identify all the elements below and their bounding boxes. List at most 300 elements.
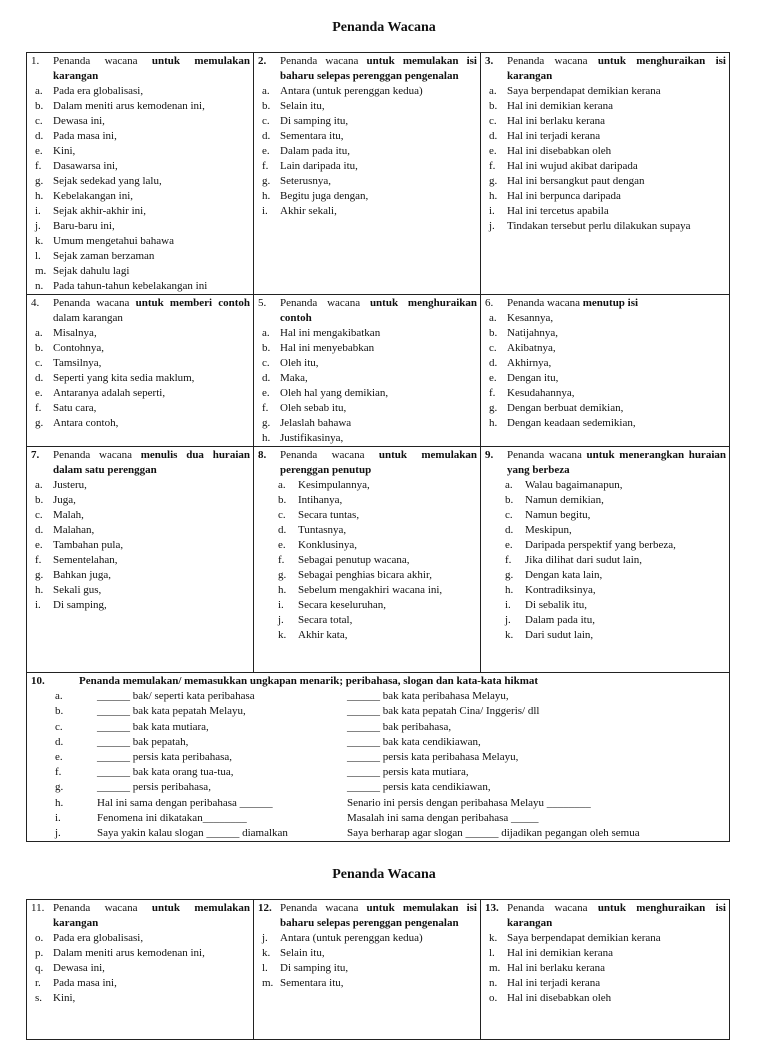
item-text: Dalam meniti arus kemodenan ini, (53, 947, 205, 959)
list-item (258, 568, 477, 583)
item-letter: a. (489, 312, 497, 324)
section-header (31, 296, 250, 326)
list-item (258, 493, 477, 508)
item-text: Contohnya, (53, 342, 105, 354)
item-letter: b. (505, 494, 514, 506)
list-item (485, 508, 726, 523)
item-text: Kini, (53, 992, 76, 1004)
item-text: Hal ini berlaku kerana (507, 962, 606, 974)
item-text: Kini, (53, 145, 76, 157)
item-letter: i. (278, 599, 284, 611)
item-letter: c. (489, 342, 497, 354)
item-text: Umum mengetahui bahawa (53, 235, 174, 247)
item-letter: b. (35, 100, 44, 112)
list-item (485, 386, 726, 401)
list-item (258, 961, 477, 976)
list-item (485, 84, 726, 99)
section-heading (507, 296, 726, 311)
item-text: Justeru, (53, 479, 87, 491)
item-letter: h. (505, 584, 514, 596)
table-penanda-wacana (26, 52, 730, 842)
item-text: Kesannya, (507, 312, 554, 324)
item-letter: a. (35, 85, 43, 97)
list-item (258, 99, 477, 114)
section-number: 6. (485, 297, 494, 309)
list-item (31, 84, 250, 99)
section-number: 7. (31, 449, 40, 461)
item-letter: f. (35, 554, 42, 566)
item-text: Di samping, (53, 599, 107, 611)
item-text: Hal ini demikian kerana (507, 947, 613, 959)
list-item (31, 189, 250, 204)
item-text: Di samping itu, (280, 962, 349, 974)
item-text: Hal ini terjadi kerana (507, 977, 601, 989)
item-text: Dari sudut lain, (525, 629, 594, 641)
item-text: Dalam pada itu, (280, 145, 350, 157)
item-letter: l. (35, 250, 41, 262)
item-letter: d. (35, 372, 44, 384)
list-item (258, 356, 477, 371)
heading-lead: Penanda wacana (507, 902, 598, 914)
item-text: Hal ini demikian kerana (507, 100, 613, 112)
item-text: Sejak akhir-akhir ini, (53, 205, 146, 217)
item-text-left: ______ bak/ seperti kata peribahasa (97, 690, 255, 703)
quote-row (31, 765, 725, 780)
heading-emphasis: untuk memberi contoh (135, 297, 250, 309)
item-letter: o. (489, 992, 498, 1004)
item-letter: j. (505, 614, 511, 626)
item-text: Tamsilnya, (53, 357, 102, 369)
item-letter: f. (278, 554, 285, 566)
list-item (485, 174, 726, 189)
quote-row (31, 720, 725, 735)
list-item (258, 174, 477, 189)
section-heading: Penanda memulakan/ memasukkan ungkapan menarik; peribahasa, slogan dan kata-kata hikmat (79, 675, 539, 687)
heading-lead: Penanda wacana (53, 902, 152, 914)
item-text: Malahan, (53, 524, 95, 536)
item-text: Secara total, (298, 614, 353, 626)
list-item (485, 478, 726, 493)
item-text: Malah, (53, 509, 84, 521)
item-text-right: ______ bak kata cendikiawan, (347, 735, 481, 748)
list-item (485, 159, 726, 174)
item-letter: c. (35, 357, 43, 369)
item-letter: a. (278, 479, 286, 491)
item-text: Hal ini tercetus apabila (507, 205, 609, 217)
list-item (485, 129, 726, 144)
item-letter: h. (489, 417, 498, 429)
item-letter: j. (35, 220, 41, 232)
section-heading (507, 54, 726, 84)
item-text: Kesimpulannya, (298, 479, 370, 491)
section-cell (254, 295, 481, 447)
quote-row (31, 796, 725, 811)
heading-emphasis: menutup isi (582, 297, 639, 309)
item-letter: m. (489, 962, 501, 974)
quote-row (31, 735, 725, 750)
item-text: Dalam pada itu, (525, 614, 595, 626)
list-item (31, 523, 250, 538)
item-text: Jelaslah bahawa (280, 417, 352, 429)
item-letter: m. (262, 977, 274, 989)
list-item (485, 144, 726, 159)
item-letter: i. (505, 599, 511, 611)
list-item (485, 931, 726, 946)
section-header (258, 296, 477, 326)
heading-tail: dalam karangan (53, 312, 123, 324)
item-text: Oleh hal yang demikian, (280, 387, 389, 399)
item-text: Kebelakangan ini, (53, 190, 134, 202)
list-item (485, 326, 726, 341)
section-heading (507, 901, 726, 931)
item-text: Secara keseluruhan, (298, 599, 386, 611)
item-letter: d. (55, 735, 64, 748)
item-letter: d. (489, 357, 498, 369)
quote-row (31, 689, 725, 704)
item-letter: p. (35, 947, 44, 959)
list-item (31, 508, 250, 523)
list-item (258, 538, 477, 553)
list-item (258, 416, 477, 431)
item-letter: b. (35, 494, 44, 506)
item-letter: f. (35, 160, 42, 172)
list-item (485, 99, 726, 114)
item-text: Oleh sebab itu, (280, 402, 347, 414)
heading-emphasis: menulis dua huraian dalam satu perenggan (53, 449, 250, 476)
item-letter: a. (262, 327, 270, 339)
list-item (31, 174, 250, 189)
item-letter: h. (262, 432, 271, 444)
section-header (31, 901, 250, 931)
item-text-left: ______ bak kata mutiara, (97, 720, 209, 733)
quote-row (31, 826, 725, 841)
section-number: 9. (485, 449, 494, 461)
list-item (485, 553, 726, 568)
item-letter: a. (55, 690, 63, 703)
section-cell (254, 900, 481, 1040)
quote-row (31, 704, 725, 719)
section-heading (53, 296, 250, 326)
item-letter: e. (35, 539, 43, 551)
item-text: Sejak dahulu lagi (53, 265, 130, 277)
list-item (258, 523, 477, 538)
item-text: Walau bagaimanapun, (525, 479, 623, 491)
item-letter: f. (262, 402, 269, 414)
heading-emphasis: untuk memulakan karangan (53, 902, 250, 929)
item-letter: a. (489, 85, 497, 97)
item-letter: l. (262, 962, 268, 974)
section-number: 1. (31, 55, 40, 67)
list-item (258, 204, 477, 219)
list-item (485, 204, 726, 219)
list-item (31, 356, 250, 371)
item-letter: f. (489, 160, 496, 172)
item-letter: g. (35, 175, 44, 187)
item-text-left: ______ bak pepatah, (97, 735, 189, 748)
heading-lead: Penanda wacana (53, 449, 141, 461)
item-text: Hal ini berpunca daripada (507, 190, 621, 202)
list-item (31, 279, 250, 294)
item-letter: i. (55, 811, 61, 824)
section-heading (53, 901, 250, 931)
item-letter: k. (35, 235, 44, 247)
heading-lead: Penanda wacana (507, 55, 598, 67)
heading-emphasis: untuk memulakan isi baharu selepas perenggan pengenalan (280, 902, 477, 929)
item-text-right: Senario ini persis dengan peribahasa Melayu ________ (347, 796, 591, 809)
item-letter: g. (262, 175, 271, 187)
item-text-left: ______ persis peribahasa, (97, 781, 211, 794)
item-text: Justifikasinya, (280, 432, 344, 444)
list-item (485, 946, 726, 961)
heading-emphasis: untuk menerangkan huraian yang berbeza (507, 449, 726, 476)
item-text: Daripada perspektif yang berbeza, (525, 539, 676, 551)
item-text: Pada tahun-tahun kebelakangan ini (53, 280, 208, 292)
item-letter: g. (35, 569, 44, 581)
item-letter: k. (262, 947, 271, 959)
item-letter: e. (489, 145, 497, 157)
item-letter: g. (489, 175, 498, 187)
item-letter: f. (489, 387, 496, 399)
item-letter: c. (262, 357, 270, 369)
item-text: Sejak zaman berzaman (53, 250, 155, 262)
list-item (31, 991, 250, 1006)
list-item (485, 356, 726, 371)
list-item (485, 991, 726, 1006)
section-number: 11. (31, 902, 45, 914)
list-item (258, 371, 477, 386)
item-letter: i. (35, 599, 41, 611)
heading-lead: Penanda wacana (280, 297, 370, 309)
list-item (258, 946, 477, 961)
list-item (31, 341, 250, 356)
item-text-left: ______ bak kata orang tua-tua, (97, 766, 234, 779)
list-item (485, 114, 726, 129)
item-text: Dewasa ini, (53, 115, 105, 127)
item-letter: c. (35, 509, 43, 521)
item-letter: f. (505, 554, 512, 566)
item-letter: b. (489, 100, 498, 112)
item-text: Misalnya, (53, 327, 97, 339)
heading-emphasis: untuk memulakan perenggan penutup (280, 449, 477, 476)
item-text: Namun demikian, (525, 494, 604, 506)
item-text: Antara (untuk perenggan kedua) (280, 932, 423, 944)
item-text-right: ______ persis kata mutiara, (347, 766, 469, 779)
item-text: Hal ini mengakibatkan (280, 327, 381, 339)
heading-emphasis: untuk memulakan karangan (53, 55, 250, 82)
item-letter: a. (262, 85, 270, 97)
item-letter: n. (489, 977, 498, 989)
list-item (485, 598, 726, 613)
list-item (31, 583, 250, 598)
item-letter: e. (55, 751, 63, 764)
item-letter: c. (55, 720, 63, 733)
item-letter: c. (489, 115, 497, 127)
item-text: Antara (untuk perenggan kedua) (280, 85, 423, 97)
item-text-left: Saya yakin kalau slogan ______ diamalkan (97, 827, 288, 840)
item-text: Saya berpendapat demikian kerana (507, 85, 661, 97)
list-item (258, 598, 477, 613)
list-item (485, 341, 726, 356)
item-text: Selain itu, (280, 100, 325, 112)
section-cell (481, 447, 730, 673)
item-letter: d. (489, 130, 498, 142)
item-letter: e. (262, 387, 270, 399)
item-letter: e. (262, 145, 270, 157)
item-text: Jika dilihat dari sudut lain, (525, 554, 643, 566)
item-text: Sebelum mengakhiri wacana ini, (298, 584, 443, 596)
list-item (258, 478, 477, 493)
item-letter: o. (35, 932, 44, 944)
heading-lead: Penanda wacana (280, 902, 367, 914)
table-penanda-wacana-2 (26, 899, 730, 1040)
list-item (258, 931, 477, 946)
item-letter: c. (35, 115, 43, 127)
item-letter: a. (35, 327, 43, 339)
item-letter: b. (278, 494, 287, 506)
list-item (258, 508, 477, 523)
item-letter: e. (278, 539, 286, 551)
item-letter: d. (505, 524, 514, 536)
item-letter: b. (262, 342, 271, 354)
item-letter: m. (35, 265, 47, 277)
item-text: Dewasa ini, (53, 962, 105, 974)
list-item (31, 598, 250, 613)
list-item (31, 204, 250, 219)
list-item (258, 189, 477, 204)
item-letter: g. (505, 569, 514, 581)
list-item (485, 311, 726, 326)
item-letter: k. (505, 629, 514, 641)
item-letter: j. (489, 220, 495, 232)
item-text: Hal ini terjadi kerana (507, 130, 601, 142)
item-text-right: ______ persis kata peribahasa Melayu, (347, 751, 519, 764)
section-heading (280, 901, 477, 931)
item-text: Akhir sekali, (280, 205, 337, 217)
section-cell (481, 295, 730, 447)
item-letter: b. (55, 705, 64, 718)
list-item (485, 401, 726, 416)
section-header (258, 901, 477, 931)
item-text: Akhirnya, (507, 357, 552, 369)
list-item (258, 401, 477, 416)
list-item (485, 219, 726, 234)
section-header (258, 54, 477, 84)
heading-lead: Penanda wacana (53, 55, 152, 67)
item-text: Hal ini disebabkan oleh (507, 145, 612, 157)
section-heading (507, 448, 726, 478)
item-letter: g. (278, 569, 287, 581)
item-text: Konklusinya, (298, 539, 357, 551)
item-text: Sekali gus, (53, 584, 102, 596)
section-number: 13. (485, 902, 499, 914)
item-letter: q. (35, 962, 44, 974)
item-text: Maka, (280, 372, 308, 384)
item-letter: k. (489, 932, 498, 944)
item-text: Juga, (53, 494, 76, 506)
section-cell (254, 447, 481, 673)
item-text: Akhir kata, (298, 629, 348, 641)
item-text-left: ______ persis kata peribahasa, (97, 751, 233, 764)
item-text: Meskipun, (525, 524, 572, 536)
item-text: Secara tuntas, (298, 509, 360, 521)
item-text: Sementelahan, (53, 554, 118, 566)
list-item (31, 493, 250, 508)
item-text: Sementara itu, (280, 977, 344, 989)
section-header (485, 901, 726, 931)
section-heading (53, 54, 250, 84)
item-text: Di samping itu, (280, 115, 349, 127)
item-text: Selain itu, (280, 947, 325, 959)
list-item (31, 99, 250, 114)
item-text: Seperti yang kita sedia maklum, (53, 372, 195, 384)
section-number: 3. (485, 55, 494, 67)
item-text: Pada era globalisasi, (53, 85, 144, 97)
item-letter: h. (35, 190, 44, 202)
list-item (258, 386, 477, 401)
page-title: Penanda Wacana (332, 20, 436, 35)
list-item (485, 493, 726, 508)
list-item (31, 538, 250, 553)
item-letter: i. (262, 205, 268, 217)
item-letter: c. (505, 509, 513, 521)
item-text: Pada masa ini, (53, 977, 117, 989)
list-item (485, 613, 726, 628)
list-item (485, 976, 726, 991)
section-header (31, 448, 250, 478)
item-letter: j. (262, 932, 268, 944)
list-item (31, 401, 250, 416)
item-letter: c. (262, 115, 270, 127)
heading-lead: Penanda wacana (507, 297, 583, 309)
item-letter: b. (489, 327, 498, 339)
list-item (31, 416, 250, 431)
list-item (31, 144, 250, 159)
quote-row (31, 780, 725, 795)
section-header (258, 448, 477, 478)
item-letter: g. (35, 417, 44, 429)
heading-emphasis: untuk menghuraikan isi karangan (507, 902, 726, 929)
item-text: Hal ini berlaku kerana (507, 115, 606, 127)
item-text: Kesudahannya, (507, 387, 575, 399)
heading-emphasis: untuk memulakan isi baharu selepas perenggan pengenalan (280, 55, 477, 82)
item-text-right: ______ persis kata cendikiawan, (347, 781, 491, 794)
heading-emphasis: untuk menghuraikan contoh (280, 297, 477, 324)
section-header (485, 448, 726, 478)
item-letter: g. (55, 781, 64, 794)
section-cell (27, 447, 254, 673)
item-letter: e. (35, 387, 43, 399)
item-text: Antaranya adalah seperti, (53, 387, 166, 399)
item-text-left: Fenomena ini dikatakan________ (97, 811, 247, 824)
heading-emphasis: untuk menghuraikan isi karangan (507, 55, 726, 82)
item-text: Begitu juga dengan, (280, 190, 369, 202)
item-text-left: ______ bak kata pepatah Melayu, (97, 705, 246, 718)
item-text: Pada era globalisasi, (53, 932, 144, 944)
item-letter: j. (55, 827, 61, 840)
item-letter: j. (278, 614, 284, 626)
section-header (485, 296, 726, 311)
section-heading (280, 54, 477, 84)
section-cell (254, 53, 481, 295)
item-text: Tindakan tersebut perlu dilakukan supaya (507, 220, 691, 232)
list-item (485, 371, 726, 386)
item-letter: h. (262, 190, 271, 202)
item-text: Hal ini disebabkan oleh (507, 992, 612, 1004)
item-text: Saya berpendapat demikian kerana (507, 932, 661, 944)
item-letter: r. (35, 977, 41, 989)
list-item (485, 538, 726, 553)
item-text: Dalam meniti arus kemodenan ini, (53, 100, 205, 112)
